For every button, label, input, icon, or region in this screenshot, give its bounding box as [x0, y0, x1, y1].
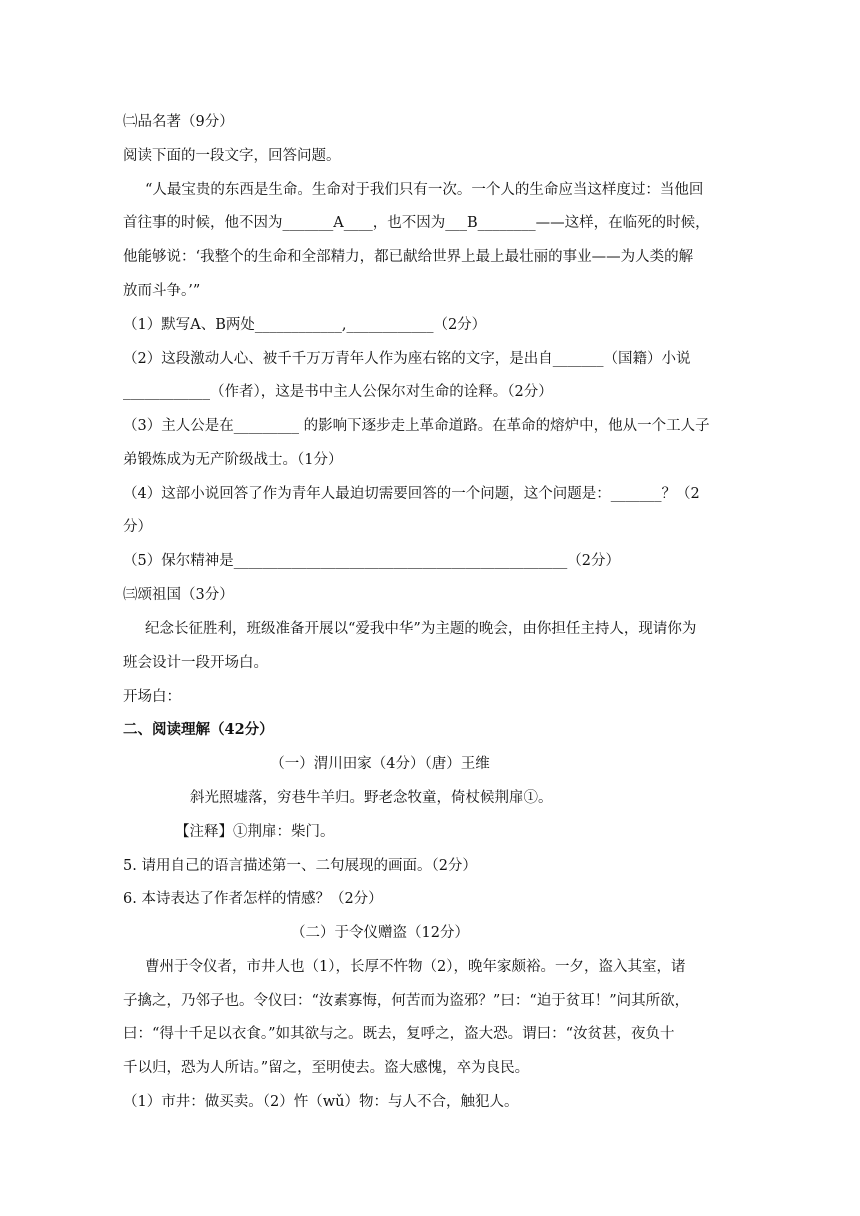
question-3-cont: 弟锻炼成为无产阶级战士。（1分） — [123, 452, 343, 468]
question-4: （4）这部小说回答了作为青年人最迫切需要回答的一个问题，这个问题是：_______？（2 — [123, 486, 700, 502]
question-2: （2）这段激动人心、被千千万万青年人作为座右铭的文字，是出自_______（国籍）小说 — [123, 351, 691, 367]
prose-line: 曰：“得十千足以衣食。”如其欲与之。既去，复呼之，盗大恐。谓曰：“汝贫甚，夜负十 — [123, 1026, 675, 1042]
prose-title: （二）于令仪赠盗（12分） — [291, 925, 469, 941]
question-4-cont: 分） — [123, 519, 152, 535]
passage-line: 首往事的时候，他不因为_______A____，也不因为___B________——这样，在临死的时候， — [123, 215, 710, 231]
part-heading-reading: 二、阅读理解（42分） — [123, 721, 274, 738]
question-3: （3）主人公是在_________ 的影响下逐步走上革命道路。在革命的熔炉中，他从一个工人子 — [123, 418, 710, 434]
prose-note: （1）市井：做买卖。（2）忤（wǔ）物：与人不合，触犯人。 — [123, 1094, 519, 1110]
question-5-poem: 5. 请用自己的语言描述第一、二句展现的画面。（2分） — [123, 858, 477, 874]
section-heading-motherland: ㈢颂祖国（3分） — [123, 587, 234, 603]
passage-line: “人最宝贵的东西是生命。生命对于我们只有一次。一个人的生命应当这样度过：当他回 — [145, 182, 704, 198]
prose-line: 千以归，恐为人所诘。”留之，至明使去。盗大感愧，卒为良民。 — [123, 1060, 530, 1076]
opening-label: 开场白： — [123, 689, 181, 705]
passage-line: 他能够说：‘我整个的生命和全部精力，都已献给世界上最上最壮丽的事业——为人类的解 — [123, 249, 694, 265]
reading-instruction: 阅读下面的一段文字，回答问题。 — [123, 148, 341, 164]
poem-title: （一）渭川田家（4分）（唐）王维 — [270, 756, 490, 772]
prose-line: 子擒之，乃邻子也。令仪曰：“汝素寡悔，何苦而为盗邪？”曰：“迫于贫耳！”问其所欲， — [123, 993, 690, 1009]
question-6-poem: 6. 本诗表达了作者怎样的情感？（2分） — [123, 891, 383, 907]
question-1: （1）默写A、B两处____________,____________（2分） — [123, 317, 487, 333]
poem-note: 【注释】①荆扉：柴门。 — [175, 824, 335, 840]
prompt-line: 纪念长征胜利，班级准备开展以“爱我中华”为主题的晚会，由你担任主持人，现请你为 — [145, 621, 697, 637]
prompt-line: 班会设计一段开场白。 — [123, 655, 268, 671]
prose-line: 曹州于令仪者，市井人也（1），长厚不忤物（2），晚年家颇裕。一夕，盗入其室，诸 — [145, 959, 686, 975]
question-5: （5）保尔精神是______________________________________________（2分） — [123, 553, 620, 569]
passage-line: 放而斗争。’” — [123, 283, 201, 299]
section-heading-classics: ㈡品名著（9分） — [123, 114, 234, 130]
question-2-cont: ____________（作者），这是书中主人公保尔对生命的诠释。（2分） — [123, 384, 553, 400]
poem-body: 斜光照墟落，穷巷牛羊归。野老念牧童，倚杖候荆扉①。 — [190, 790, 553, 806]
